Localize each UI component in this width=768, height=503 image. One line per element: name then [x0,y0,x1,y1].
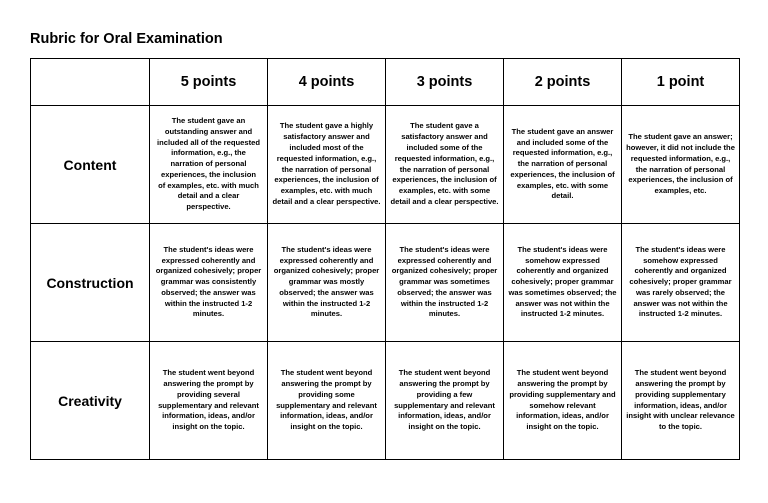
cell-text: The student's ideas were somehow expressed coherently and organized cohesively; proper grammar was rarely observed; the answer was not within the instructed 1-2 minutes. [629,244,732,319]
cell-text: The student's ideas were expressed coherently and organized cohesively; proper grammar was sometimes observed; the answer was within the instructed 1-2 minutes. [391,244,498,319]
rubric-row-creativity [31,342,740,460]
score-header-2: 2 points [504,59,622,106]
rubric-row-construction [31,224,740,342]
cell-text: The student gave a highly satisfactory answer and included most of the requested information, e.g., the narration of personal experiences, the inclusion of examples, etc. with much detail and a clear perspective. [272,121,381,206]
criterion-label-construction: Construction [31,224,150,342]
rubric-cell [150,342,268,460]
cell-text: The student gave an answer; however, it did not include the requested information, e.g., the narration of personal experiences, the inclusion of examples, etc. [626,132,735,196]
cell-text: The student went beyond answering the prompt by providing supplementary information, ideas, and/or insight with unclear relevance to the topic. [626,368,735,432]
cell-text: The student went beyond answering the prompt by providing several supplementary and relevant information, ideas, and/or insight on the topic. [158,368,259,432]
score-header-1: 1 point [622,59,740,106]
header-row [31,59,740,106]
score-header-4: 4 points [268,59,386,106]
rubric-cell [150,106,268,224]
rubric-cell [268,342,386,460]
rubric-cell [268,106,386,224]
score-header-3: 3 points [386,59,504,106]
score-header-5: 5 points [150,59,268,106]
rubric-cell [504,224,622,342]
rubric-cell [268,224,386,342]
cell-text: The student's ideas were somehow expressed coherently and organized cohesively; proper grammar was sometimes observed; the answer was not within the instructed 1-2 minutes. [508,244,617,319]
criterion-label-creativity: Creativity [31,342,150,460]
cell-text: The student gave an answer and included some of the requested information, e.g., the narration of personal experiences, the inclusion of examples, etc. with some detail. [510,126,615,201]
cell-text: The student went beyond answering the prompt by providing a few supplementary and relevant information, ideas, and/or insight on the topic. [394,368,495,432]
rubric-table [30,58,740,460]
corner-cell [31,59,150,106]
rubric-cell [622,106,740,224]
page-title: Rubric for Oral Examination [30,31,223,47]
cell-text: The student went beyond answering the prompt by providing some supplementary and relevant information, ideas, and/or insight on the topic. [276,368,377,432]
cell-text: The student's ideas were expressed coherently and organized cohesively; proper grammar was mostly observed; the answer was within the instructed 1-2 minutes. [273,244,380,319]
rubric-cell [386,224,504,342]
cell-text: The student went beyond answering the prompt by providing supplementary and somehow relevant information, ideas, and/or insight on the topic. [509,368,616,432]
rubric-cell [504,342,622,460]
rubric-row-content [31,106,740,224]
rubric-cell [622,224,740,342]
cell-text: The student gave an outstanding answer and included all of the requested information, e.g., the narration of personal experiences, the inclusion of examples, etc. with much detail and a clear perspective. [157,115,260,212]
cell-text: The student's ideas were expressed coherently and organized cohesively; proper grammar was consistently observed; the answer was within the instructed 1-2 minutes. [155,244,262,319]
rubric-cell [622,342,740,460]
cell-text: The student gave a satisfactory answer and included some of the requested information, e.g., the narration of personal experiences, the inclusion of examples, etc. with some detail and a clear perspective. [390,121,499,206]
criterion-label-content: Content [31,106,150,224]
rubric-cell [150,224,268,342]
rubric-cell [504,106,622,224]
rubric-cell [386,106,504,224]
rubric-cell [386,342,504,460]
